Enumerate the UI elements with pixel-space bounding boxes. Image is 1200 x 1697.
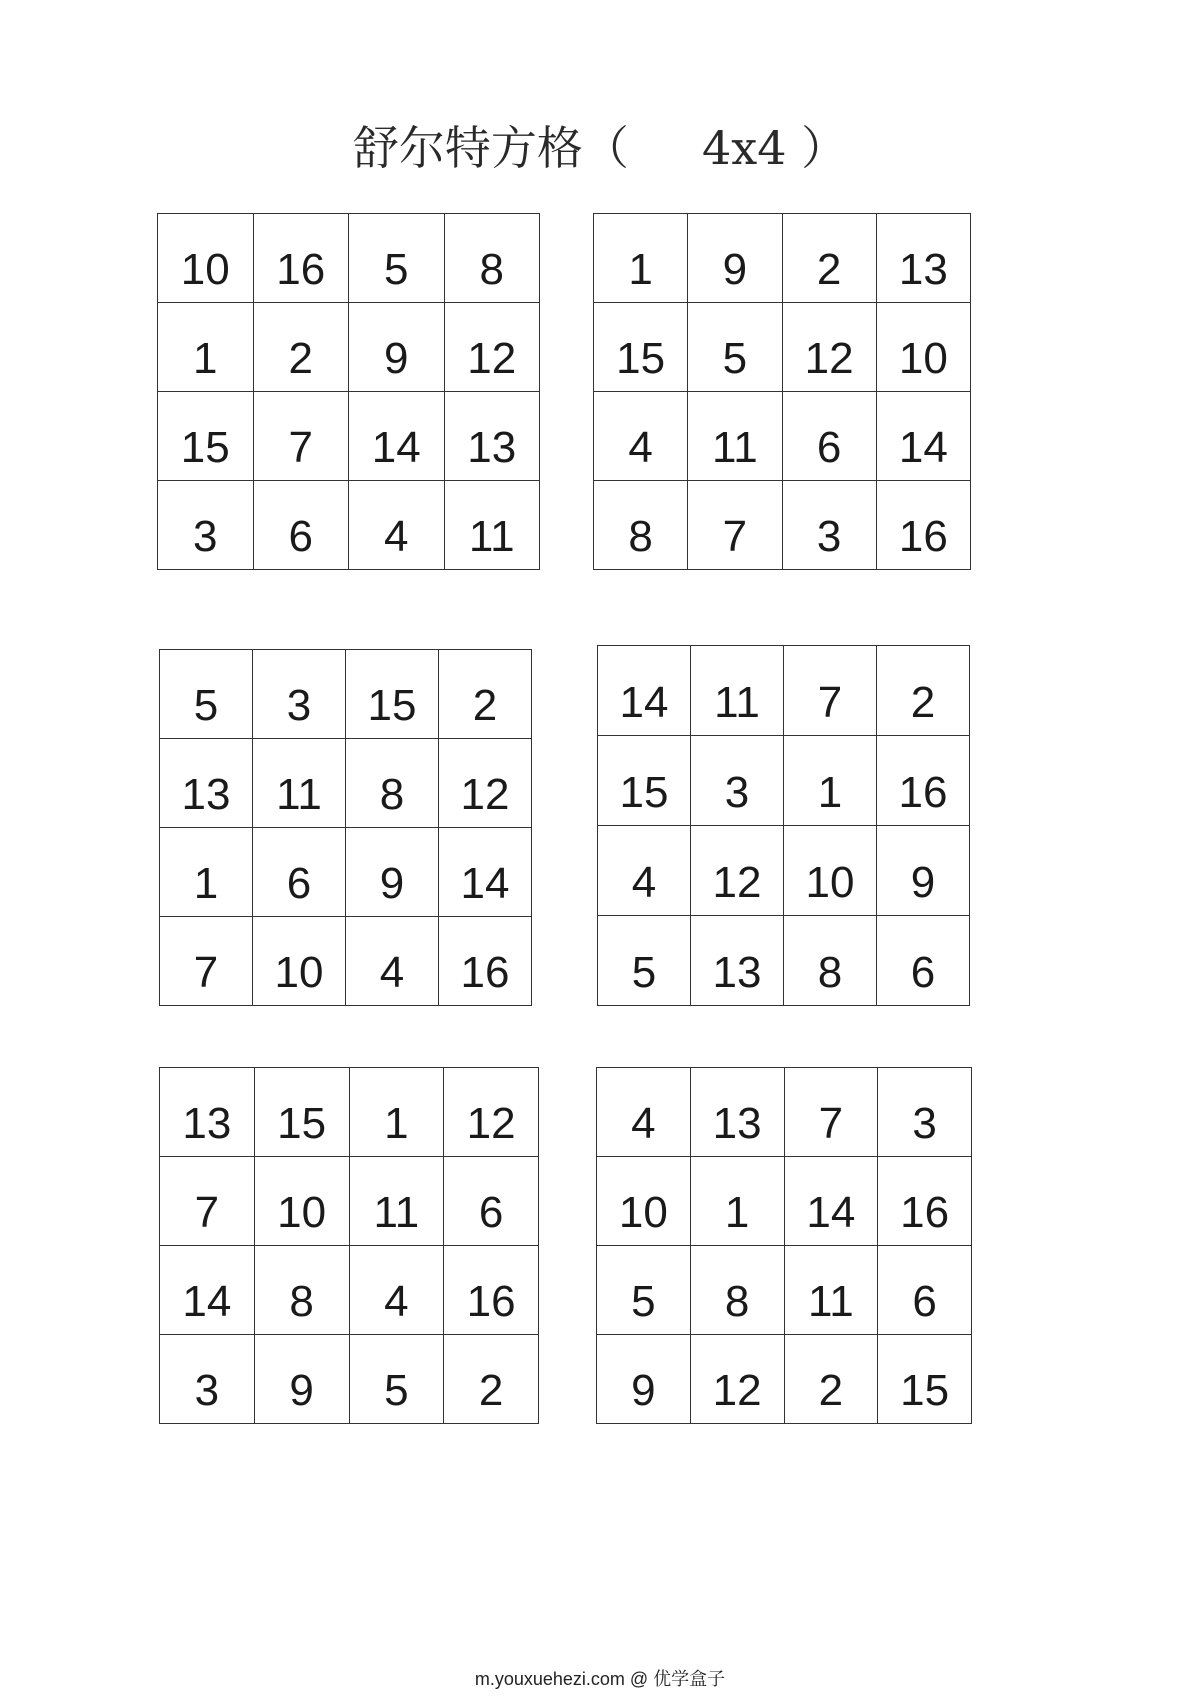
grid-cell: 3 [878, 1068, 972, 1157]
grid-cell: 9 [688, 214, 782, 303]
grid-cell: 1 [594, 214, 688, 303]
grid-cell: 1 [160, 828, 253, 917]
grid-cell: 6 [444, 1157, 539, 1246]
grid-cell: 5 [350, 1335, 445, 1424]
schulte-grid-5 [159, 1067, 539, 1424]
grid-cell: 16 [254, 214, 350, 303]
grid-cell: 3 [160, 1335, 255, 1424]
footer-watermark: m.youxuehezi.com @ 优学盒子 [474, 1669, 726, 1689]
grid-cell: 6 [253, 828, 346, 917]
grid-cell: 1 [350, 1068, 445, 1157]
grid-cell: 13 [691, 916, 784, 1006]
grid-cell: 8 [346, 739, 439, 828]
grid-cell: 11 [785, 1246, 879, 1335]
grid-cell: 2 [444, 1335, 539, 1424]
grid-cell: 4 [598, 826, 691, 916]
grid-cell: 5 [688, 303, 782, 392]
grid-cell: 3 [691, 736, 784, 826]
grid-cell: 10 [877, 303, 971, 392]
grid-cell: 1 [691, 1157, 785, 1246]
grid-cell: 5 [597, 1246, 691, 1335]
grid-cell: 11 [445, 481, 541, 570]
grid-cell: 10 [158, 214, 254, 303]
grid-cell: 16 [444, 1246, 539, 1335]
grid-cell: 15 [594, 303, 688, 392]
grid-cell: 3 [253, 650, 346, 739]
grid-cell: 16 [878, 1157, 972, 1246]
grid-cell: 8 [255, 1246, 350, 1335]
grid-cell: 2 [254, 303, 350, 392]
grid-cell: 2 [877, 646, 970, 736]
grid-cell: 5 [349, 214, 445, 303]
grid-cell: 10 [255, 1157, 350, 1246]
grid-cell: 9 [346, 828, 439, 917]
grid-cell: 6 [877, 916, 970, 1006]
grid-cell: 12 [439, 739, 532, 828]
grid-cell: 2 [785, 1335, 879, 1424]
grid-cell: 14 [439, 828, 532, 917]
grid-cell: 3 [783, 481, 877, 570]
grid-cell: 5 [598, 916, 691, 1006]
grid-cell: 7 [688, 481, 782, 570]
grid-cell: 9 [877, 826, 970, 916]
grid-cell: 12 [783, 303, 877, 392]
grid-cell: 8 [445, 214, 541, 303]
grid-cell: 4 [350, 1246, 445, 1335]
schulte-grid-3 [159, 649, 532, 1006]
grid-cell: 10 [253, 917, 346, 1006]
grid-cell: 14 [877, 392, 971, 481]
grid-cell: 14 [160, 1246, 255, 1335]
grid-cell: 6 [878, 1246, 972, 1335]
grid-cell: 14 [785, 1157, 879, 1246]
grid-cell: 3 [158, 481, 254, 570]
grid-cell: 15 [255, 1068, 350, 1157]
grid-cell: 13 [877, 214, 971, 303]
schulte-grid-2 [593, 213, 971, 570]
grid-cell: 5 [160, 650, 253, 739]
grid-cell: 6 [783, 392, 877, 481]
grid-cell: 15 [158, 392, 254, 481]
grid-cell: 16 [877, 736, 970, 826]
grid-cell: 8 [784, 916, 877, 1006]
grid-cell: 11 [350, 1157, 445, 1246]
grid-cell: 9 [255, 1335, 350, 1424]
grid-cell: 12 [445, 303, 541, 392]
grid-cell: 10 [784, 826, 877, 916]
grid-cell: 13 [691, 1068, 785, 1157]
grid-cell: 4 [349, 481, 445, 570]
grid-cell: 13 [445, 392, 541, 481]
grid-cell: 12 [691, 826, 784, 916]
grid-cell: 15 [598, 736, 691, 826]
grid-cell: 12 [691, 1335, 785, 1424]
grid-cell: 1 [158, 303, 254, 392]
schulte-grid-1 [157, 213, 540, 570]
grid-cell: 15 [346, 650, 439, 739]
grid-cell: 7 [785, 1068, 879, 1157]
grid-cell: 15 [878, 1335, 972, 1424]
grid-cell: 2 [783, 214, 877, 303]
grid-cell: 7 [254, 392, 350, 481]
grid-cell: 12 [444, 1068, 539, 1157]
grid-cell: 6 [254, 481, 350, 570]
grid-cell: 4 [346, 917, 439, 1006]
grid-cell: 4 [597, 1068, 691, 1157]
schulte-grid-6 [596, 1067, 972, 1424]
schulte-grid-4 [597, 645, 970, 1006]
grid-cell: 9 [597, 1335, 691, 1424]
grid-cell: 14 [598, 646, 691, 736]
grid-cell: 2 [439, 650, 532, 739]
grid-cell: 7 [784, 646, 877, 736]
grid-cell: 16 [439, 917, 532, 1006]
grid-cell: 16 [877, 481, 971, 570]
grid-cell: 11 [253, 739, 346, 828]
grid-cell: 7 [160, 1157, 255, 1246]
grid-cell: 4 [594, 392, 688, 481]
grid-cell: 13 [160, 1068, 255, 1157]
grid-cell: 11 [691, 646, 784, 736]
grid-cell: 11 [688, 392, 782, 481]
grid-cell: 8 [691, 1246, 785, 1335]
grid-cell: 7 [160, 917, 253, 1006]
grid-cell: 9 [349, 303, 445, 392]
grid-cell: 1 [784, 736, 877, 826]
grid-cell: 14 [349, 392, 445, 481]
grid-cell: 10 [597, 1157, 691, 1246]
grid-cell: 13 [160, 739, 253, 828]
page-title: 舒尔特方格（ 4x4 ） [352, 121, 848, 175]
grid-cell: 8 [594, 481, 688, 570]
